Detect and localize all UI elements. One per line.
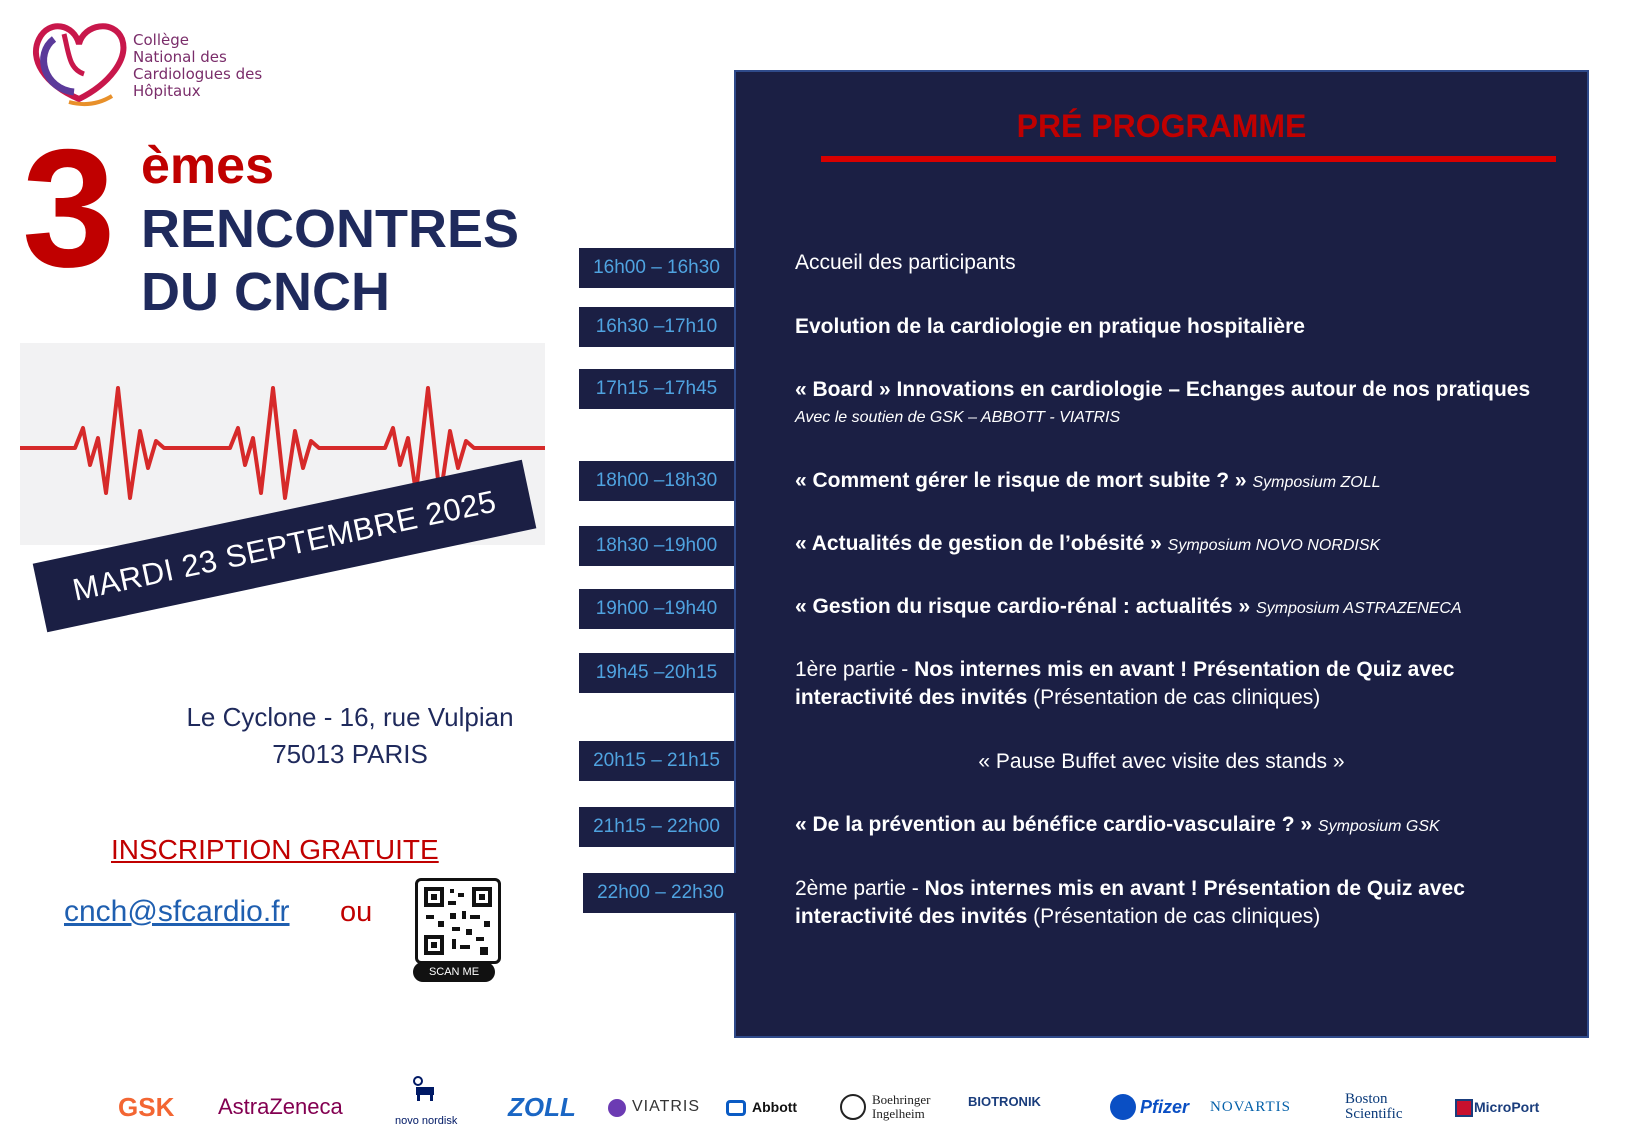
venue-address: Le Cyclone - 16, rue Vulpian xyxy=(186,702,514,732)
logo-line-4: Hôpitaux xyxy=(133,82,201,100)
program-item-9-note: Symposium GSK xyxy=(1317,818,1440,835)
sponsor-novo-nordisk: novo nordisk xyxy=(395,1115,458,1127)
sponsor-novartis: NOVARTIS xyxy=(1210,1098,1292,1115)
or-label: ou xyxy=(340,896,373,928)
program-item-8 xyxy=(734,748,1589,776)
time-slot-5: 18h30 –19h00 xyxy=(579,526,734,566)
sponsor-biotronik: BIOTRONIK xyxy=(968,1093,1041,1109)
program-item-4 xyxy=(795,467,1575,497)
program-item-5-note: Symposium NOVO NORDISK xyxy=(1167,537,1381,554)
boehringer-icon xyxy=(840,1094,866,1120)
novo-nordisk-bull-icon xyxy=(410,1075,438,1103)
program-item-4-note: Symposium ZOLL xyxy=(1252,474,1381,491)
edition-number: 3 xyxy=(22,114,116,302)
time-slot-3: 17h15 –17h45 xyxy=(579,369,734,409)
sponsor-microport: MicroPort xyxy=(1474,1099,1540,1115)
title-line-2: DU CNCH xyxy=(141,262,390,322)
program-title-rule xyxy=(821,156,1556,162)
time-slot-7: 19h45 –20h15 xyxy=(579,653,734,693)
logo-line-2: National des xyxy=(133,48,227,66)
sponsor-boehringer: Boehringer Ingelheim xyxy=(872,1092,931,1121)
program-item-5-text: « Actualités de gestion de l’obésité » xyxy=(795,532,1162,555)
program-item-4-text: « Comment gérer le risque de mort subite ? » xyxy=(795,469,1247,492)
event-date: MARDI 23 SEPTEMBRE 2025 xyxy=(69,483,500,608)
program-item-6 xyxy=(795,593,1575,623)
program-item-9-text: « De la prévention au bénéfice cardio-vasculaire ? » xyxy=(795,813,1313,836)
sponsor-gsk: GSK xyxy=(118,1091,175,1122)
program-item-1 xyxy=(795,249,1575,277)
program-item-2 xyxy=(795,313,1575,341)
time-slot-9: 21h15 – 22h00 xyxy=(579,807,734,847)
time-slot-2: 16h30 –17h10 xyxy=(579,307,734,347)
logo-line-1: Collège xyxy=(133,31,189,49)
abbott-icon xyxy=(726,1100,746,1116)
cnch-logo-text xyxy=(133,32,262,100)
microport-icon xyxy=(1455,1099,1473,1117)
sponsor-boston-scientific: Boston Scientific xyxy=(1345,1091,1403,1122)
program-item-10 xyxy=(795,875,1575,931)
program-item-10-prefix: 2ème partie - xyxy=(795,877,925,900)
registration-email-link[interactable]: cnch@sfcardio.fr xyxy=(64,895,290,928)
program-item-9 xyxy=(795,811,1575,841)
program-item-6-text: « Gestion du risque cardio-rénal : actualités » xyxy=(795,595,1251,618)
program-title: PRÉ PROGRAMME xyxy=(1016,108,1307,144)
registration-label: INSCRIPTION GRATUITE xyxy=(111,834,439,865)
scan-me-label: SCAN ME xyxy=(413,962,495,982)
venue-city: 75013 PARIS xyxy=(272,739,428,769)
program-item-1-text: Accueil des participants xyxy=(795,251,1016,274)
program-item-8-text: « Pause Buffet avec visite des stands » xyxy=(978,750,1345,773)
program-item-10-suffix: (Présentation de cas cliniques) xyxy=(1027,905,1321,928)
sponsor-abbott: Abbott xyxy=(752,1099,798,1115)
program-item-7-prefix: 1ère partie - xyxy=(795,658,915,681)
time-slot-8: 20h15 – 21h15 xyxy=(579,741,734,781)
program-item-7-text: Nos internes mis en avant ! Présentation de Quiz avec interactivité des invités xyxy=(795,658,1455,709)
time-slot-10: 22h00 – 22h30 xyxy=(583,873,738,913)
title-line-1: RENCONTRES xyxy=(141,199,520,259)
program-item-3-text: « Board » Innovations en cardiologie – Echanges autour de nos pratiques xyxy=(795,378,1531,401)
time-slot-6: 19h00 –19h40 xyxy=(579,589,734,629)
program-item-7-suffix: (Présentation de cas cliniques) xyxy=(1027,686,1321,709)
sponsor-zoll: ZOLL xyxy=(508,1091,576,1122)
program-item-5 xyxy=(795,530,1575,560)
logo-line-3: Cardiologues des xyxy=(133,65,263,83)
time-slot-1: 16h00 – 16h30 xyxy=(579,248,734,288)
program-item-10-text: Nos internes mis en avant ! Présentation de Quiz avec interactivité des invités xyxy=(795,877,1465,928)
sponsor-viatris: VIATRIS xyxy=(632,1098,701,1115)
viatris-icon xyxy=(608,1099,626,1117)
program-item-3 xyxy=(795,376,1575,432)
time-slot-4: 18h00 –18h30 xyxy=(579,461,734,501)
qr-code-icon[interactable] xyxy=(415,878,501,964)
pfizer-icon xyxy=(1110,1094,1136,1120)
cnch-logo-icon xyxy=(24,14,134,114)
program-item-7 xyxy=(795,656,1575,712)
sponsor-pfizer: Pfizer xyxy=(1140,1096,1190,1117)
edition-suffix: èmes xyxy=(141,137,274,195)
sponsor-astrazeneca: AstraZeneca xyxy=(218,1094,343,1119)
program-item-6-note: Symposium ASTRAZENECA xyxy=(1255,600,1462,617)
program-item-3-note: Avec le soutien de GSK – ABBOTT - VIATRIS xyxy=(795,409,1121,426)
program-item-2-text: Evolution de la cardiologie en pratique hospitalière xyxy=(795,315,1305,338)
